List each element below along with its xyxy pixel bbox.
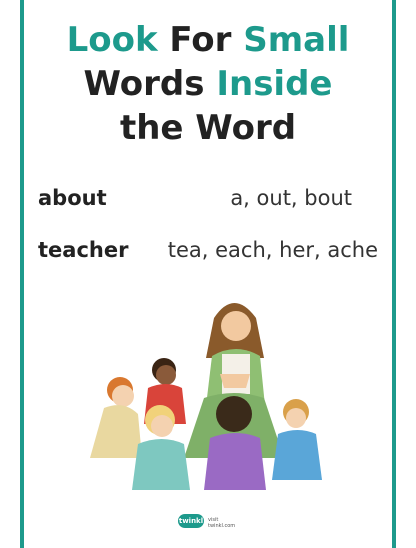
- logo-url: visit twinkl.com: [208, 517, 236, 529]
- child-figure: [272, 399, 322, 480]
- example-word: teacher: [38, 238, 129, 262]
- title-word-look: Look: [66, 20, 158, 60]
- brand-logo: [178, 514, 244, 530]
- title-line-3: the Word: [119, 108, 297, 148]
- example-word: about: [38, 186, 107, 210]
- page-title: [24, 18, 392, 150]
- title-line-1: [24, 18, 392, 62]
- twinkl-logo-icon: twinkl: [178, 514, 204, 528]
- title-word-for: For: [169, 20, 232, 60]
- teacher-reading-to-children-icon: [24, 288, 392, 508]
- poster: [20, 0, 396, 548]
- title-word-inside: Inside: [216, 64, 333, 104]
- example-row: [24, 186, 392, 218]
- child-figure: [90, 377, 142, 458]
- example-small-words: a, out, bout: [230, 186, 352, 210]
- example-small-words: tea, each, her, ache: [167, 238, 378, 262]
- example-row: [24, 238, 392, 270]
- title-line-2: [24, 62, 392, 106]
- title-word-words: Words: [83, 64, 205, 104]
- title-word-small: Small: [243, 20, 350, 60]
